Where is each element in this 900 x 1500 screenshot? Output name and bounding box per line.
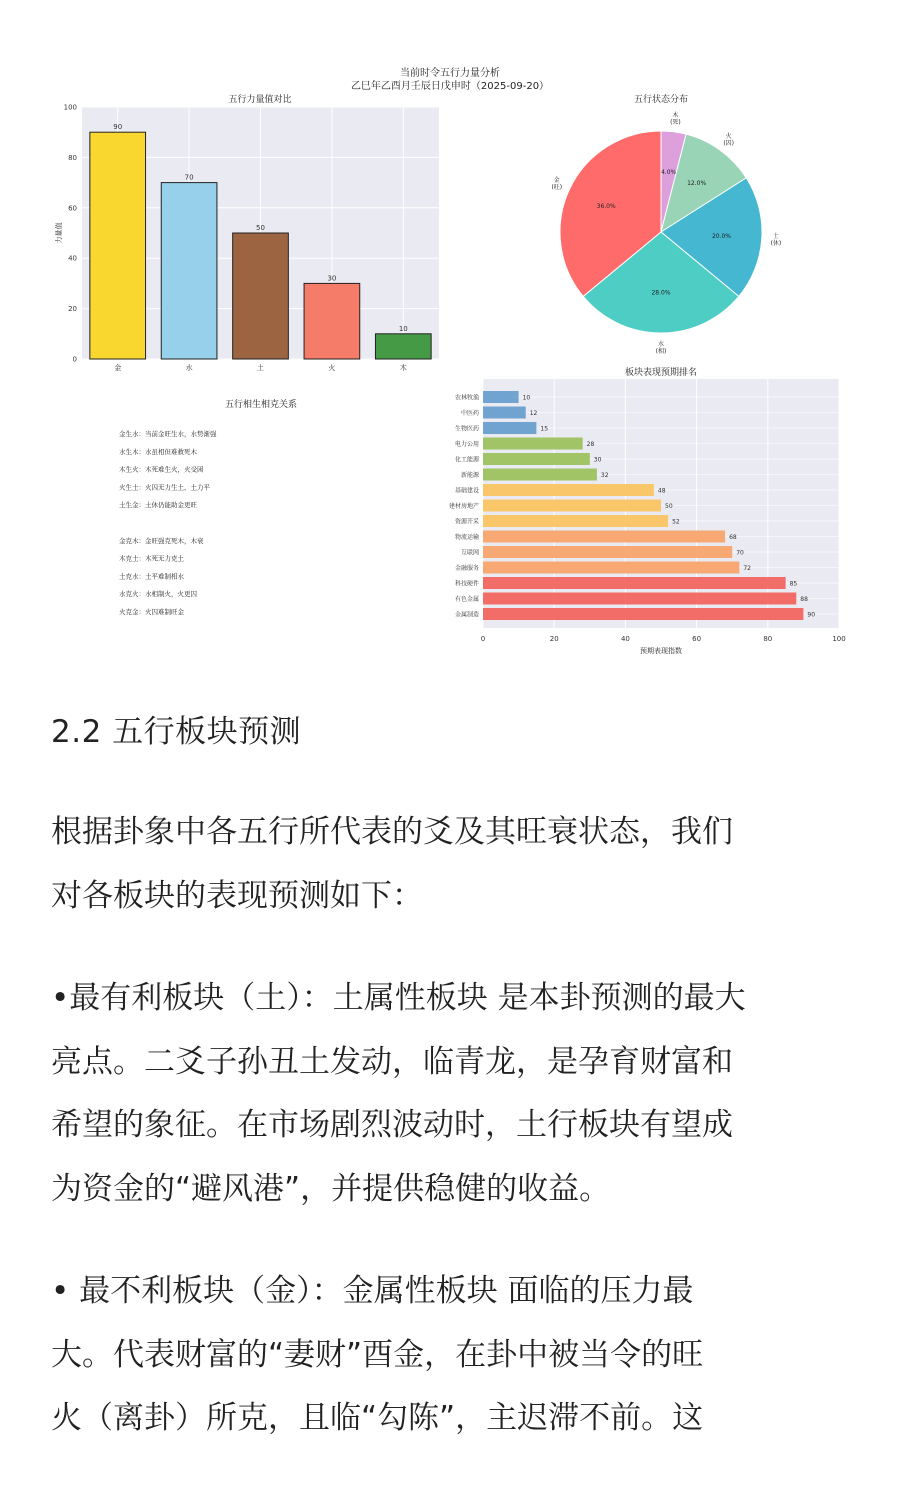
- favorable-line-3: 希望的象征。在市场剧烈波动时，土行板块有望成: [51, 1107, 733, 1143]
- hbar-金融服务: [483, 562, 739, 574]
- hbar-xtick-label: 80: [763, 635, 773, 643]
- bar-data-label: 30: [327, 274, 337, 283]
- hbar-电力公用: [483, 438, 583, 450]
- hbar-data-label: 90: [807, 611, 816, 619]
- hbar-新能源: [483, 469, 597, 481]
- hbar-data-label: 88: [800, 596, 808, 603]
- sector-ranking-bar-chart: [449, 366, 846, 655]
- hbar-金属制造: [483, 608, 803, 620]
- hbar-xtick-label: 20: [549, 635, 559, 643]
- pie-pct-label: 20.0%: [711, 232, 732, 240]
- bar-xtick-label: 土: [257, 364, 264, 372]
- hbar-category-label: 科技硬件: [454, 580, 479, 588]
- hbar-data-label: 50: [665, 503, 673, 510]
- hbar-物流运输: [483, 531, 725, 543]
- hbar-资源开采: [483, 515, 668, 527]
- hbar-生物医药: [483, 422, 536, 434]
- relation-line: 金生水：当前金旺生水，水势渐强: [119, 430, 217, 438]
- pie-category-label: 水: [657, 341, 665, 349]
- bar-火: [304, 283, 360, 359]
- pie-state-label: (休): [770, 240, 782, 248]
- favorable-line-1: •最有利板块（土）：土属性板块 是本卦预测的最大: [51, 980, 746, 1016]
- hbar-category-label: 金融服务: [454, 565, 479, 572]
- bar-ytick-label: 20: [68, 305, 77, 314]
- hbar-data-label: 32: [600, 472, 609, 479]
- hbar-category-label: 农林牧渔: [454, 394, 479, 402]
- bar-ytick-label: 0: [72, 355, 77, 364]
- section-heading: 2.2 五行板块预测: [51, 714, 302, 750]
- relations-title: 五行相生相克关系: [224, 400, 298, 410]
- hbar-category-label: 生物医药: [454, 425, 479, 433]
- favorable-line-2: 亮点。二爻子孙丑土发动，临青龙，是孕育财富和: [51, 1043, 733, 1080]
- bar-data-label: 10: [398, 324, 408, 333]
- pie-category-label: 木: [672, 111, 679, 119]
- bar-data-label: 70: [184, 173, 194, 182]
- bar-chart-title: 五行力量值对比: [228, 95, 292, 105]
- hbar-xtick-label: 100: [832, 635, 846, 643]
- intro-line-1: 根据卦象中各五行所代表的爻及其旺衰状态，我们: [51, 814, 733, 850]
- hbar-科技硬件: [483, 577, 786, 589]
- hbar-互联网: [483, 546, 732, 558]
- unfavorable-line-1: • 最不利板块（金）：金属性板块 面临的压力最: [51, 1273, 694, 1309]
- relation-line: 木克土：木死无力克土: [119, 554, 184, 563]
- hbar-category-label: 互联网: [460, 549, 479, 557]
- unfavorable-sector-paragraph: [51, 1260, 851, 1451]
- bar-chart-ylabel: 力量值: [55, 222, 63, 244]
- bar-土: [233, 233, 289, 359]
- hbar-category-label: 中医药: [460, 410, 479, 417]
- hbar-data-label: 85: [789, 580, 798, 588]
- hbar-data-label: 10: [522, 394, 531, 402]
- bar-ytick-label: 80: [68, 153, 77, 162]
- hbar-data-label: 52: [672, 518, 680, 526]
- bar-水: [161, 183, 217, 359]
- intro-line-2: 对各板块的表现预测如下：: [51, 877, 423, 914]
- hbar-category-label: 新能源: [460, 472, 479, 479]
- bar-data-label: 90: [113, 123, 123, 132]
- hbar-chart-xlabel: 预期表现指数: [640, 647, 682, 655]
- hbar-xtick-label: 0: [480, 635, 486, 643]
- hbar-中医药: [483, 407, 526, 419]
- pie-category-label: 金: [553, 176, 560, 184]
- bar-ytick-label: 40: [68, 254, 77, 263]
- hbar-data-label: 28: [586, 441, 595, 448]
- hbar-data-label: 70: [736, 549, 744, 557]
- relation-line: 水生木：水虽相但难救死木: [119, 447, 197, 456]
- bar-金: [90, 132, 146, 359]
- pie-state-label: (相): [655, 348, 667, 356]
- pie-category-label: 土: [772, 233, 779, 241]
- unfavorable-line-2: 大。代表财富的“妻财”酉金，在卦中被当令的旺: [51, 1336, 704, 1373]
- bar-ytick-label: 60: [68, 204, 77, 213]
- hbar-data-label: 12: [529, 410, 538, 417]
- pie-pct-label: 12.0%: [687, 179, 707, 187]
- bar-xtick-label: 水: [185, 364, 193, 372]
- pie-pct-label: 28.0%: [651, 289, 671, 297]
- wuxing-strength-bar-chart: [54, 93, 439, 372]
- pie-pct-label: 4.0%: [660, 168, 677, 176]
- relation-line: 金克木：金旺强克死木，木衰: [119, 536, 204, 545]
- figure-suptitle-line1: 当前时令五行力量分析: [400, 68, 500, 79]
- figure-suptitle-line2: 乙巳年乙酉月壬辰日戊申时（2025-09-20）: [350, 81, 550, 92]
- relation-line: 火生土：火囚无力生土，土力平: [119, 483, 210, 492]
- bar-data-label: 50: [256, 224, 265, 232]
- pie-state-label: (旺): [551, 183, 563, 191]
- hbar-category-label: 基础建设: [454, 487, 479, 495]
- favorable-line-4: 为资金的“避风港”，并提供稳健的收益。: [51, 1170, 611, 1207]
- relation-line: 水克火：水相制火，火更囚: [119, 590, 197, 599]
- pie-chart-title: 五行状态分布: [633, 95, 689, 105]
- relation-line: 木生火：木死难生火，火受困: [119, 465, 204, 474]
- figure-canvas: [0, 0, 900, 670]
- hbar-category-label: 物流运输: [454, 534, 479, 541]
- pie-state-label: (囚): [723, 139, 735, 147]
- bar-xtick-label: 木: [399, 364, 407, 372]
- hbar-category-label: 建材房地产: [448, 503, 479, 510]
- hbar-化工能源: [483, 453, 590, 465]
- relation-line: 火克金：火囚难制旺金: [119, 608, 184, 616]
- hbar-data-label: 15: [540, 425, 549, 433]
- intro-paragraph: [51, 801, 851, 928]
- pie-state-label: (死): [670, 118, 681, 126]
- hbar-xtick-label: 60: [692, 635, 702, 643]
- pie-pct-label: 36.0%: [596, 203, 616, 211]
- analysis-figure: [0, 0, 900, 670]
- hbar-xtick-label: 40: [620, 635, 630, 643]
- hbar-category-label: 化工能源: [454, 456, 479, 464]
- wuxing-relations-panel: [119, 398, 297, 616]
- hbar-data-label: 68: [729, 534, 737, 541]
- hbar-category-label: 电力公用: [454, 441, 479, 448]
- relation-line: 土生金：土休仍能助金更旺: [119, 501, 197, 510]
- favorable-sector-paragraph: [51, 967, 851, 1221]
- pie-category-label: 火: [725, 132, 732, 140]
- hbar-chart-title: 板块表现预期排名: [624, 368, 698, 378]
- hbar-基础建设: [483, 484, 654, 496]
- hbar-农林牧渔: [483, 391, 519, 403]
- relation-line: 土克水：土平难制相水: [119, 572, 184, 581]
- unfavorable-line-3: 火（离卦）所克，且临“勾陈”，主迟滞不前。这: [51, 1400, 704, 1436]
- bar-木: [375, 334, 431, 359]
- hbar-category-label: 有色金属: [454, 596, 479, 603]
- hbar-data-label: 30: [593, 456, 602, 464]
- hbar-category-label: 金属制造: [454, 611, 479, 619]
- hbar-category-label: 资源开采: [454, 518, 479, 526]
- bar-xtick-label: 金: [114, 364, 122, 372]
- bar-ytick-label: 100: [63, 103, 77, 112]
- hbar-有色金属: [483, 593, 796, 605]
- hbar-data-label: 72: [743, 565, 751, 572]
- bar-xtick-label: 火: [328, 364, 336, 372]
- hbar-建材房地产: [483, 500, 661, 512]
- hbar-data-label: 48: [657, 487, 666, 495]
- wuxing-state-pie-chart: [551, 93, 781, 355]
